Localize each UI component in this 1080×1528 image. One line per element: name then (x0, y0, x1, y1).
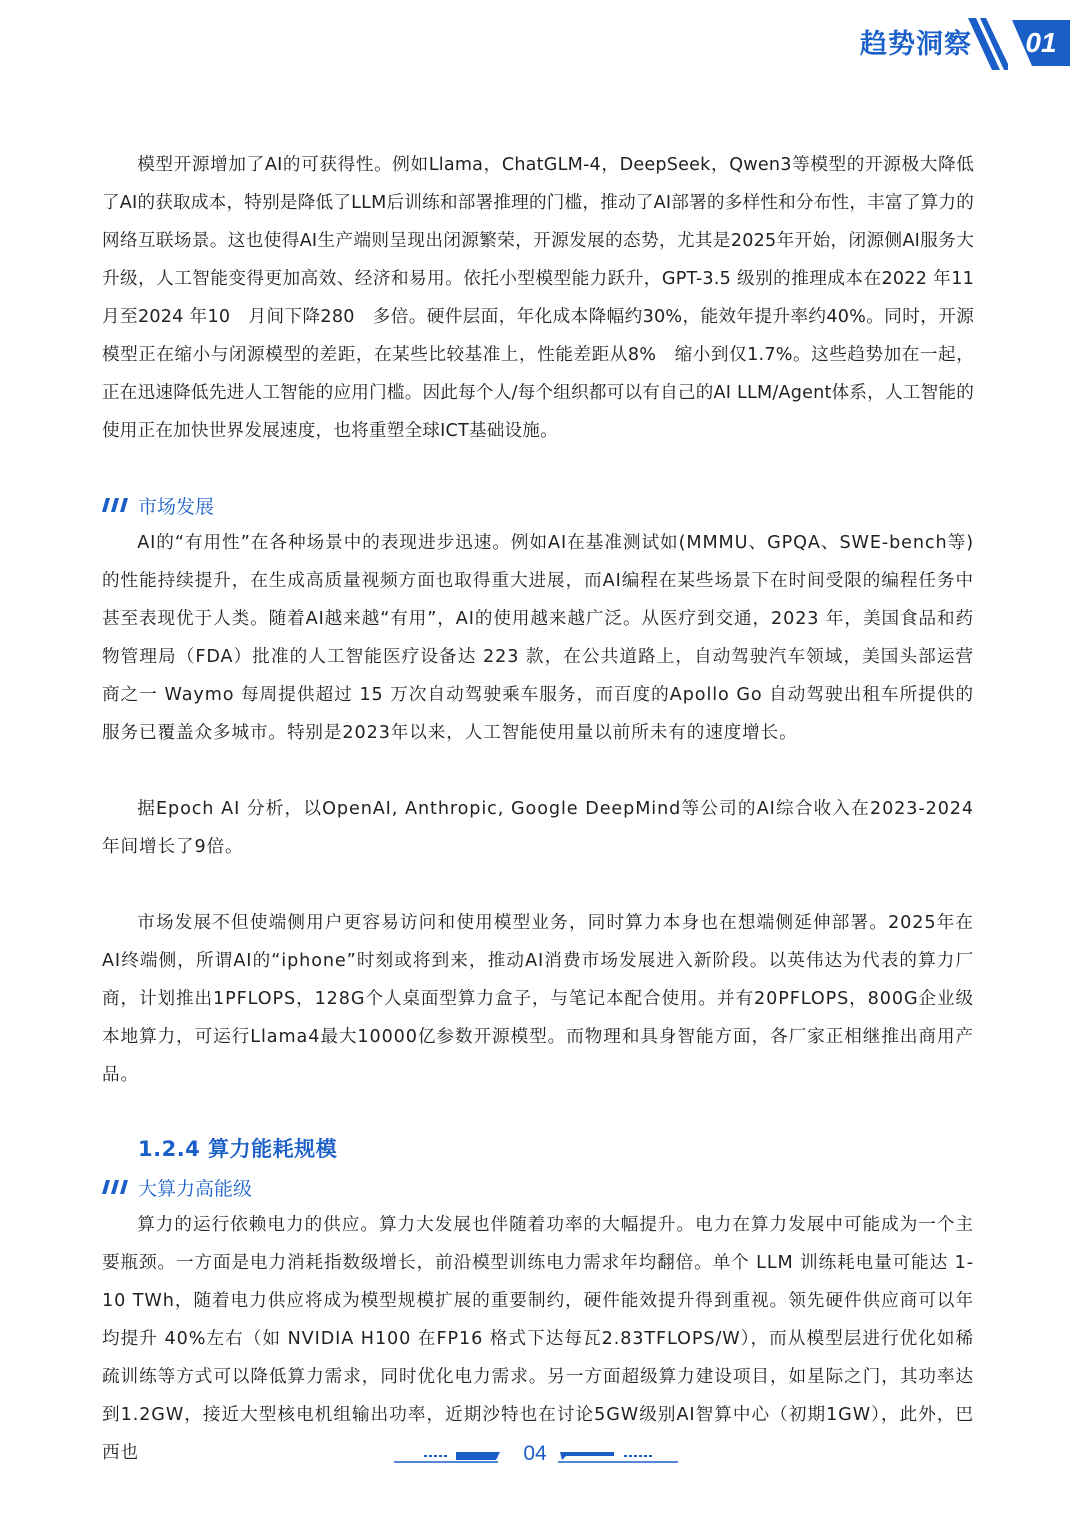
paragraph-open-source: 模型开源增加了AI的可获得性。例如Llama，ChatGLM-4，DeepSeek，Qwen3等模型的开源极大降低了AI的获取成本，特别是降低了LLM后训练和部署推理的门槛，推动了AI部署的多样性和分布性，丰富了算力的网络互联场景。这也使得AI生产端则呈现出闭源繁荣，开源发展的态势，尤其是2025年开始，闭源侧AI服务大升级，人工智能变得更加高效、经济和易用。依托小型模型能力跃升，GPT-3.5 级别的推理成本在2022 年11 月至2024 年10 月间下降280 多倍。硬件层面，年化成本降幅约30%，能效年提升率约40%。同时，开源模型正在缩小与闭源模型的差距，在某些比较基准上，性能差距从8% 缩小到仅1.7%。这些趋势加在一起，正在迅速降低先进人工智能的应用门槛。因此每个人/每个组织都可以有自己的AI LLM/Agent体系，人工智能的使用正在加快世界发展速度，也将重塑全球ICT基础设施。 (102, 155, 974, 441)
subheading-power-label: 大算力高能级 (138, 1177, 253, 1200)
page-footer (0, 1440, 1080, 1480)
subheading-power (102, 1168, 974, 1206)
paragraph-epoch-analysis: 据Epoch AI 分析，以OpenAI, Anthropic, Google DeepMind等公司的AI综合收入在2023-2024年间增长了9倍。 (102, 799, 974, 857)
chapter-badge (1012, 20, 1070, 66)
subheading-market-label: 市场发展 (138, 495, 215, 518)
paragraph-edge-deployment: 市场发展不但使端侧用户更容易访问和使用模型业务，同时算力本身也在想端侧延伸部署。2025年在AI终端侧，所谓AI的“iphone”时刻或将到来，推动AI消费市场发展进入新阶段。以英伟达为代表的算力厂商，计划推出1PFLOPS，128G个人桌面型算力盒子，与笔记本配合使用。并有20PFLOPS，800G企业级本地算力，可运行Llama4最大10000亿参数开源模型。而物理和具身智能方面，各厂家正相继推出商用产品。 (102, 913, 974, 1085)
chapter-number: 01 (1025, 27, 1057, 58)
triple-slash-icon (102, 498, 130, 512)
subheading-market (102, 486, 974, 524)
header-title: 趋势洞察 (860, 29, 972, 60)
triple-slash-icon (102, 1180, 130, 1194)
header-slash-decoration (968, 18, 1008, 70)
page-header (820, 0, 1080, 80)
paragraph-power-supply: 算力的运行依赖电力的供应。算力大发展也伴随着功率的大幅提升。电力在算力发展中可能成为一个主要瓶颈。一方面是电力消耗指数级增长，前沿模型训练电力需求年均翻倍。单个 LLM 训练耗电量可能达 1-10 TWh，随着电力供应将成为模型规模扩展的重要制约，硬件能效提升得到重视。领先硬件供应商可以年均提升 40%左右（如 NVIDIA H100 在FP16 格式下达每瓦2.83TFLOPS/W），而从模型层进行优化如稀疏训练等方式可以降低算力需求，同时优化电力需求。另一方面超级算力建设项目，如星际之门，其功率达到1.2GW，接近大型核电机组输出功率，近期沙特也在讨论5GW级别AI智算中心（初期1GW），此外，巴西也 (102, 1215, 974, 1463)
paragraph-market-usefulness: AI的“有用性”在各种场景中的表现进步迅速。例如AI在基准测试如(MMMU、GPQA、SWE-bench等)的性能持续提升，在生成高质量视频方面也取得重大进展，而AI编程在某些场景下在时间受限的编程任务中甚至表现优于人类。随着AI越来越“有用”，AI的使用越来越广泛。从医疗到交通，2023 年，美国食品和药物管理局（FDA）批准的人工智能医疗设备达 223 款，在公共道路上，自动驾驶汽车领域，美国头部运营商之一 Waymo 每周提供超过 15 万次自动驾驶乘车服务，而百度的Apollo Go 自动驾驶出租车所提供的服务已覆盖众多城市。特别是2023年以来，人工智能使用量以前所未有的速度增长。 (102, 533, 974, 743)
section-title: 1.2.4 算力能耗规模 (138, 1137, 338, 1161)
article-body (102, 146, 974, 1472)
page-number: 04 (523, 1442, 547, 1465)
